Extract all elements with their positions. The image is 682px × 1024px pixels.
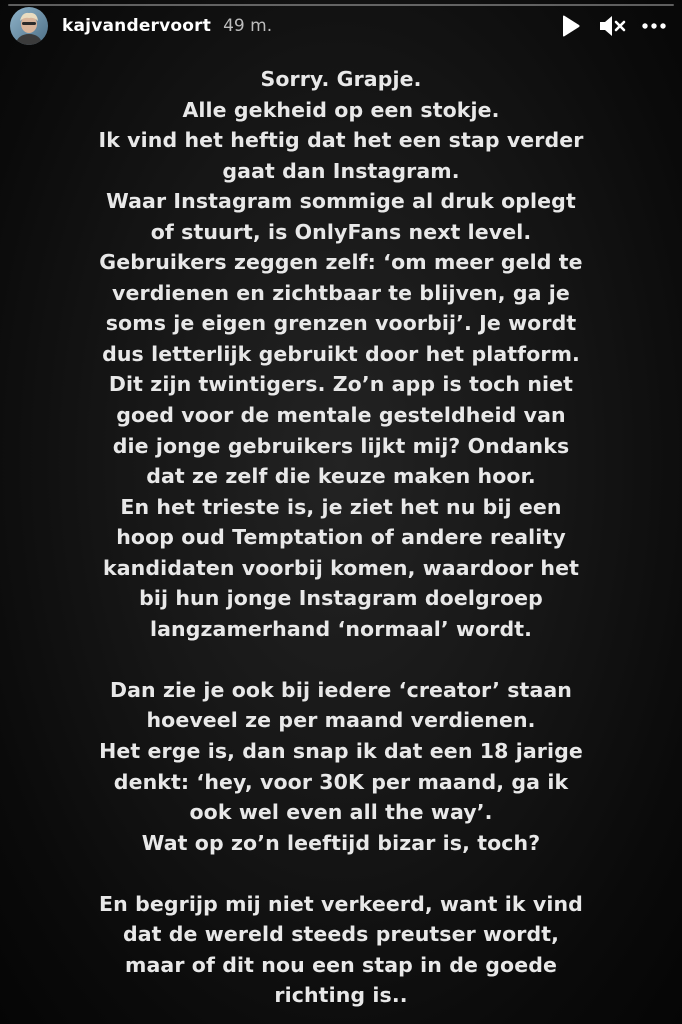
story-timestamp: 49 m.	[223, 16, 273, 36]
story-text-line: goed voor de mentale gesteldheid van	[116, 403, 566, 428]
story-text-line: bij hun jonge Instagram doelgroep	[139, 586, 543, 611]
muted-speaker-icon	[598, 14, 626, 38]
story-text-line: denkt: ‘hey, voor 30K per maand, ga ik	[113, 769, 569, 794]
story-text-line: Wat op zo’n leeftijd bizar is, toch?	[141, 830, 541, 855]
story-text-line: En het trieste is, je ziet het nu bij een	[120, 494, 562, 519]
story-text-line: dat de wereld steeds preutser wordt,	[122, 922, 560, 947]
play-icon	[559, 14, 581, 38]
story-text-line: soms je eigen grenzen voorbij’. Je wordt	[105, 311, 577, 336]
story-text-line: verdienen en zichtbaar te blijven, ga je	[112, 280, 570, 305]
story-text-line: richting is..	[274, 983, 408, 1008]
story-text-line: hoeveel ze per maand verdienen.	[146, 708, 536, 733]
avatar-image	[10, 7, 48, 45]
story-text	[0, 64, 682, 1011]
story-text-line: Sorry. Grapje.	[260, 67, 422, 91]
mute-button[interactable]	[598, 12, 626, 40]
story-text-line: langzamerhand ‘normaal’ wordt.	[149, 616, 533, 641]
story-text-line: dat ze zelf die keuze maken hoor.	[146, 464, 536, 489]
story-text-line: Het erge is, dan snap ik dat een 18 jarige	[99, 739, 583, 764]
story-text-line: die jonge gebruikers lijkt mij? Ondanks	[112, 433, 570, 458]
paragraph-gap	[0, 644, 682, 675]
story-text-line: Gebruikers zeggen zelf: ‘om meer geld te	[99, 250, 583, 275]
story-text-line: ook wel even all the way’.	[189, 800, 493, 825]
story-text-line: dus letterlijk gebruikt door het platform.	[102, 341, 580, 366]
more-icon	[641, 22, 667, 30]
more-options-button[interactable]	[640, 12, 668, 40]
story-text-line: Waar Instagram sommige al druk oplegt	[106, 189, 576, 214]
story-text-line: Ik vind het heftig dat het een stap verder	[98, 128, 584, 153]
avatar[interactable]	[10, 7, 48, 45]
story-text-line: Alle gekheid op een stokje.	[182, 97, 500, 122]
story-text-line: gaat dan Instagram.	[222, 158, 460, 183]
play-button[interactable]	[556, 12, 584, 40]
paragraph-gap	[0, 858, 682, 889]
story-text-line: En begrijp mij niet verkeerd, want ik vind	[99, 891, 583, 916]
story-header	[10, 6, 668, 46]
story-controls	[556, 12, 668, 40]
story-text-line: Dit zijn twintigers. Zo’n app is toch niet	[108, 372, 574, 397]
story-text-line: maar of dit nou een stap in de goede	[125, 952, 557, 977]
story-text-line: hoop oud Temptation of andere reality	[116, 525, 566, 550]
username[interactable]: kajvandervoort	[62, 16, 212, 36]
story-text-line: kandidaten voorbij komen, waardoor het	[102, 555, 580, 580]
story-text-line: of stuurt, is OnlyFans next level.	[150, 219, 532, 244]
story-text-line: Dan zie je ook bij iedere ‘creator’ staan	[109, 677, 573, 702]
